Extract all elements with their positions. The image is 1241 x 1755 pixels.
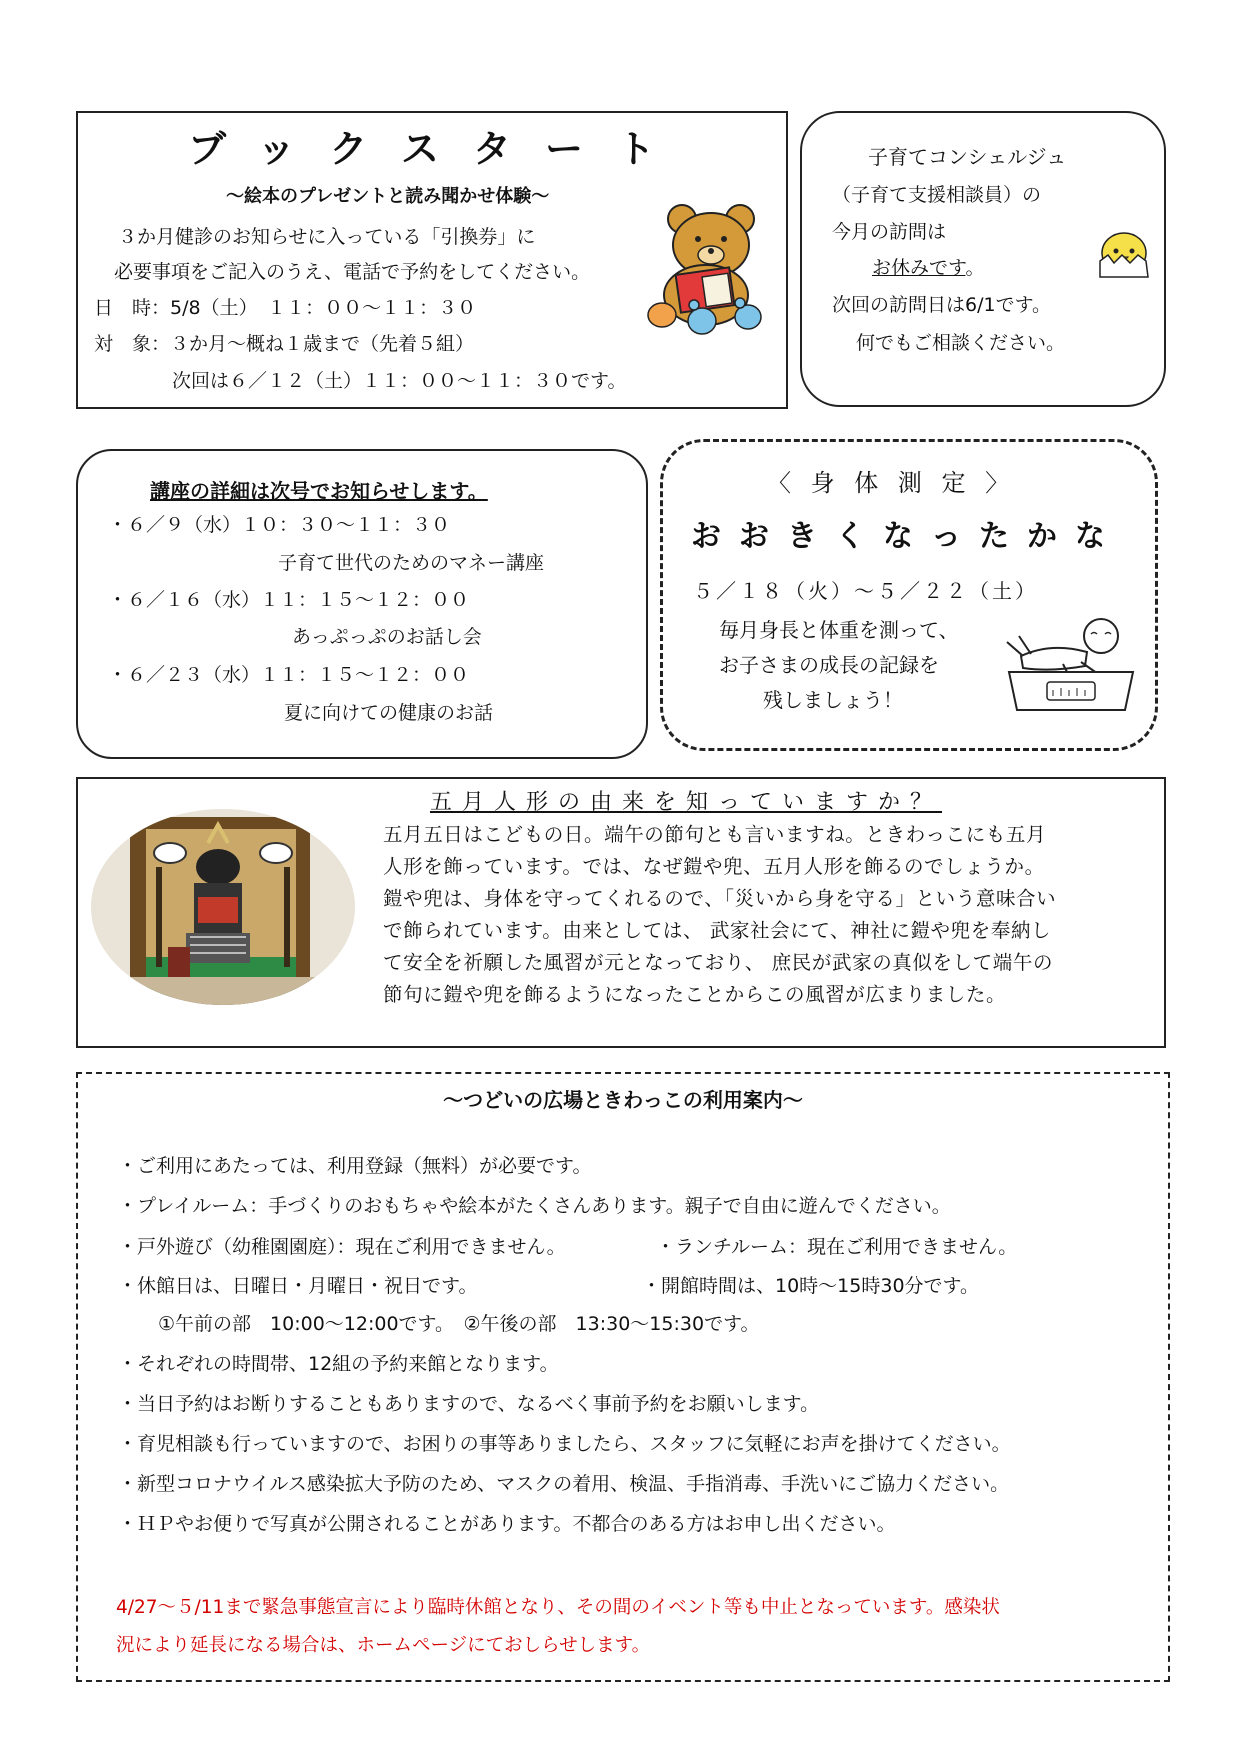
doll-heading: 五月人形の由来を知っていますか？ xyxy=(430,790,943,815)
bookstart-subtitle: ～絵本のプレゼントと読み聞かせ体験～ xyxy=(226,186,550,207)
bookstart-title: ブックスタート xyxy=(188,127,689,171)
lecture-date: ・６／２３（水）１１：１５～１２：００ xyxy=(108,664,470,686)
measure-line3: 残しましょう！ xyxy=(763,688,903,712)
concierge-next: 次回の訪問日は6/1です。 xyxy=(832,294,1052,316)
baby-on-scale-illustration xyxy=(1001,616,1141,716)
lecture-name: 子育て世代のためのマネー講座 xyxy=(278,552,545,574)
concierge-title: 子育てコンシェルジュ xyxy=(868,145,1067,169)
usage-item-registration: ・ご利用にあたっては、利用登録（無料）が必要です。 xyxy=(118,1155,592,1177)
bookstart-target: 対 象：３か月～概ね１歳まで（先着５組） xyxy=(94,333,475,355)
lecture-name: 夏に向けての健康のお話 xyxy=(284,702,494,724)
concierge-off-period: 。 xyxy=(965,257,985,279)
lecture-name: あっぷっぷのお話し会 xyxy=(292,626,482,648)
doll-line: て安全を祈願した風習が元となっており、 庶民が武家の真似をして端午の xyxy=(383,951,1054,974)
concierge-off: お休みです xyxy=(872,257,966,279)
usage-item-sessions: ①午前の部 10:00～12:00です。 ②午後の部 13:30～15:30です。 xyxy=(158,1313,760,1335)
usage-item-consultation: ・育児相談も行っていますので、お困りの事等ありましたら、スタッフに気軽にお声を掛けてください。 xyxy=(118,1433,1011,1455)
usage-notice-line1: 4/27～５/11まで緊急事態宣言により臨時休館となり、その間のイベント等も中止となっています。感染状 xyxy=(116,1597,1000,1618)
measurement-section xyxy=(660,439,1158,751)
concierge-consult: 何でもご相談ください。 xyxy=(856,332,1066,354)
lectures-section xyxy=(76,449,648,759)
usage-item-closed-days: ・休館日は、日曜日・月曜日・祝日です。 xyxy=(118,1275,478,1297)
usage-heading: ～つどいの広場ときわっこの利用案内～ xyxy=(443,1088,803,1112)
concierge-section xyxy=(800,111,1166,407)
usage-item-playroom: ・プレイルーム：手づくりのおもちゃや絵本がたくさんあります。親子で自由に遊んでください。 xyxy=(118,1195,951,1217)
doll-line: で飾られています。由来としては、 武家社会にて、神社に鎧や兜を奉納し xyxy=(383,919,1052,942)
concierge-role: （子育て支援相談員）の xyxy=(832,184,1042,206)
measure-title: おおきくなったかな xyxy=(691,519,1123,554)
doll-line: 人形を飾っています。では、なぜ鎧や兜、五月人形を飾るのでしょうか。 xyxy=(383,855,1045,878)
measure-heading: 〈 身 体 測 定 〉 xyxy=(767,469,1016,497)
lectures-heading: 講座の詳細は次号でお知らせします。 xyxy=(150,479,488,503)
concierge-off-wrap xyxy=(872,256,985,280)
bookstart-section xyxy=(76,111,788,409)
doll-body xyxy=(383,819,1153,1011)
usage-item-lunchroom: ・ランチルーム：現在ご利用できません。 xyxy=(656,1236,1018,1258)
bear-reading-illustration xyxy=(644,197,774,337)
samurai-armor-photo xyxy=(90,807,356,1007)
bookstart-next: 次回は６／１２（土）１１：００～１１：３０です。 xyxy=(172,370,627,392)
doll-section xyxy=(76,777,1166,1048)
lecture-date: ・６／９（水）１０：３０～１１：３０ xyxy=(108,514,451,536)
doll-line: 鎧や兜は、身体を守ってくれるので、「災いから身を守る」という意味合い xyxy=(383,887,1057,910)
usage-item-photos: ・ＨＰやお便りで写真が公開されることがあります。不都合のある方はお申し出ください。 xyxy=(118,1513,896,1535)
lecture-date: ・６／１６（水）１１：１５～１２：００ xyxy=(108,589,470,611)
chick-in-egg-illustration xyxy=(1094,225,1154,281)
concierge-visit: 今月の訪問は xyxy=(832,221,947,243)
bookstart-date: 日 時：5/8（土） １１：００～１１：３０ xyxy=(94,297,477,319)
measure-period: ５／１８（火）～５／２２（土） xyxy=(693,579,1038,603)
doll-line: 五月五日はこどもの日。端午の節句とも言いますね。ときわっこにも五月 xyxy=(383,823,1047,846)
bookstart-line2: 必要事項をご記入のうえ、電話で予約をしてください。 xyxy=(114,261,591,283)
usage-notice-line2: 況により延長になる場合は、ホームページにておしらせします。 xyxy=(116,1635,651,1656)
bookstart-line1: ３か月健診のお知らせに入っている「引換券」に xyxy=(118,226,536,248)
measure-line1: 毎月身長と体重を測って、 xyxy=(719,618,959,642)
doll-line: 節句に鎧や兜を飾るようになったことからこの風習が広まりました。 xyxy=(383,983,1007,1006)
usage-item-reservation-count: ・それぞれの時間帯、12組の予約来館となります。 xyxy=(118,1353,559,1375)
usage-item-opening-hours: ・開館時間は、10時～15時30分です。 xyxy=(642,1275,980,1297)
usage-guide-section xyxy=(76,1072,1170,1682)
measure-line2: お子さまの成長の記録を xyxy=(719,653,939,677)
usage-item-outdoor: ・戸外遊び（幼稚園園庭）：現在ご利用できません。 xyxy=(118,1236,566,1258)
usage-item-covid: ・新型コロナウイルス感染拡大予防のため、マスクの着用、検温、手指消毒、手洗いにご協力ください。 xyxy=(118,1473,1010,1495)
usage-item-same-day: ・当日予約はお断りすることもありますので、なるべく事前予約をお願いします。 xyxy=(118,1393,820,1415)
